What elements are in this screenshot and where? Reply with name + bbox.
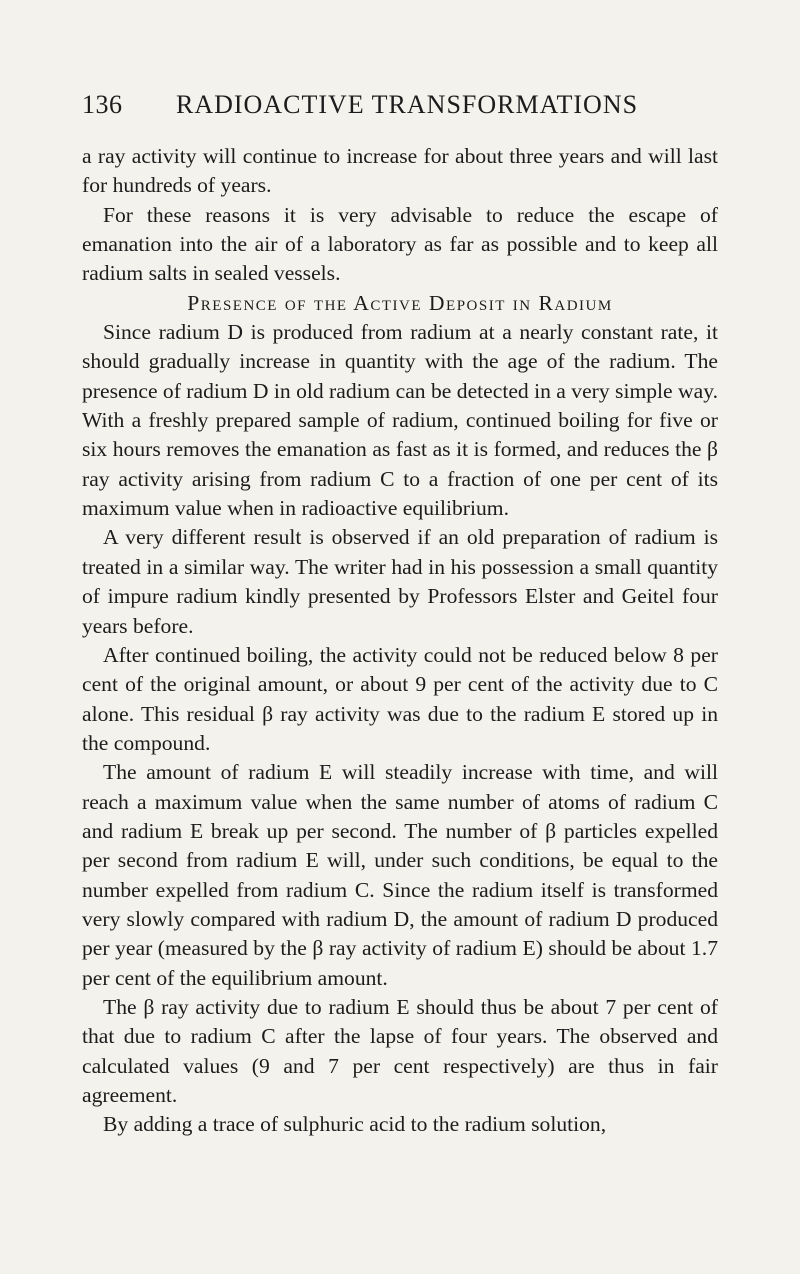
paragraph: The β ray activity due to radium E should thus be about 7 per cent of that due to radium C after the lapse of four years. The observed and calculated values (9 and 7 per cent respectively) are thus in fair agreement. bbox=[82, 994, 718, 1107]
paragraph: The amount of radium E will steadily increase with time, and will reach a maximum value when the same number of atoms of radium C and radium E break up per second. The number of β particles expelled per second from radium E will, under such conditions, be equal to the number expelled from radium C. Since the radium itself is transformed very slowly compared with radium D, the amount of radium D produced per year (measured by the β ray activity of radium E) should be about 1.7 per cent of the equilibrium amount. bbox=[82, 760, 718, 990]
paragraph: Since radium D is produced from radium at a nearly constant rate, it should gradually increase in quantity with the age of the radium. The presence of radium D in old radium can be detected in a very simple way. With a freshly prepared sample of radium, continued boiling for five or six hours removes the emanation as fast as it is formed, and reduces the β ray activity arising from radium C to a fraction of one per cent of its maximum value when in radioactive equilibrium. bbox=[82, 320, 718, 521]
running-title: RADIOACTIVE TRANSFORMATIONS bbox=[176, 90, 639, 119]
paragraph: For these reasons it is very advisable to reduce the escape of emanation into the air of a laboratory as far as possible and to keep all radium salts in sealed vessels. bbox=[82, 202, 718, 286]
page-body bbox=[82, 142, 718, 1140]
section-heading: Presence of the Active Deposit in Radium bbox=[187, 290, 613, 315]
paragraph: After continued boiling, the activity could not be reduced below 8 per cent of the original amount, or about 9 per cent of the activity due to C alone. This residual β ray activity was due to the radium E stored up in the compound. bbox=[82, 642, 718, 755]
paragraph: a ray activity will continue to increase for about three years and will last for hundreds of years. bbox=[82, 144, 718, 198]
paragraph: A very different result is observed if an old preparation of radium is treated in a similar way. The writer had in his possession a small quantity of impure radium kindly presented by Professors Elster and Geitel four years before. bbox=[82, 525, 718, 638]
page-header bbox=[82, 90, 718, 126]
paragraph: By adding a trace of sulphuric acid to the radium solution, bbox=[103, 1112, 607, 1137]
page-number: 136 bbox=[82, 90, 123, 119]
